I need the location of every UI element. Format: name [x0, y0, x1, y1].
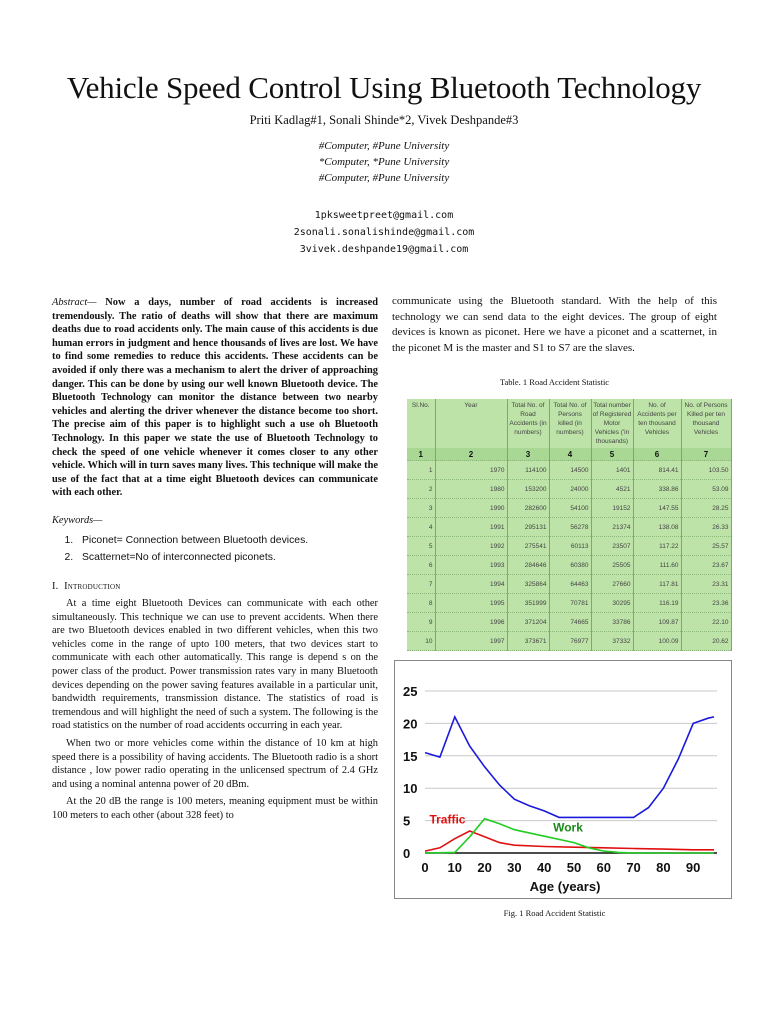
abstract [52, 296, 378, 500]
table-cell: 76977 [549, 632, 591, 651]
age-chart [394, 660, 732, 899]
table-header-cell: Year [435, 399, 507, 448]
table-cell: 33786 [591, 613, 633, 632]
table-cell: 21374 [591, 518, 633, 537]
table-cell: 14500 [549, 461, 591, 480]
table-cell: 4 [407, 518, 435, 537]
y-tick-label: 5 [403, 813, 411, 829]
table-cell: 25.57 [681, 537, 731, 556]
table-header-cell: Sl.No. [407, 399, 435, 448]
abstract-text: Now a days, number of road accidents is increased tremendously. The ratio of deaths will show that there are maximum deaths due to road accidents only. The main cause of this accidents is due human errors in judgment and hence thousands of lives are lost. We have to find some remedies to reduce this accidents. These accidents can be avoided if only there was a mechanism to alert the driver of approaching danger. This can be done by using our well known Bluetooth device. The Bluetooth Technology can monitor the distance between two nearby vehicles and alerting the driver whenever the distance become too short. The precise aim of this paper is to highlight such a use oh Bluetooth Technology. In this paper we state the use of Bluetooth Technology to check the speed of one vehicle whenever it comes closer to any other vehicle. Which will in turn saves many lives. This technique will make the use of the fact that at a time eight Bluetooth devices can communicate with each other. [52, 297, 378, 499]
x-tick-label: 70 [626, 860, 641, 875]
table-cell: 117.22 [633, 537, 681, 556]
emails [0, 207, 768, 258]
intro-paragraph: At a time eight Bluetooth Devices can communicate with each other simultaneously. This technique we can use to prevent accidents. When there are two Bluetooth devices enabled in two different vehicles, when this two vehicles come in the range of upto 100 meters, that two devices start to communicate with each other automatically. This range is depend s on the power class of the product. Power transmission rates vary in many Bluetooth devices depending on the power saving features available in a particular unit, bandwidth requirements, transmission distance. The statistics of road is tremendous and will highlight the need of such a system. The following is the road statistics on the number of road accidents occurring in each year. [52, 598, 378, 732]
x-tick-label: 40 [536, 860, 552, 875]
keywords-list [52, 532, 378, 566]
x-tick-label: 80 [656, 860, 671, 875]
table-cell: 295131 [507, 518, 549, 537]
y-tick-label: 20 [403, 716, 418, 732]
table-body [407, 461, 731, 651]
affiliation-3: #Computer, #Pune University [318, 172, 450, 184]
table-cell: 23.67 [681, 556, 731, 575]
x-axis-label: Age (years) [529, 879, 601, 894]
table-cell: 1992 [435, 537, 507, 556]
table-cell: 351999 [507, 594, 549, 613]
table-cell: 114100 [507, 461, 549, 480]
table-cell: 1970 [435, 461, 507, 480]
paper-title: Vehicle Speed Control Using Bluetooth Technology [66, 70, 702, 105]
table-cell: 138.08 [633, 518, 681, 537]
table-cell: 27660 [591, 575, 633, 594]
abstract-label: Abstract— [52, 297, 97, 308]
table-cell: 103.50 [681, 461, 731, 480]
intro-paragraph: At the 20 dB the range is 100 meters, meaning equipment must be within 100 meters to each other (about 328 feet) to [52, 796, 378, 821]
section-heading [52, 580, 378, 594]
table-cell: 147.55 [633, 499, 681, 518]
table-col-number: 1 [407, 448, 435, 461]
table-cell: 1 [407, 461, 435, 480]
affiliation-2: *Computer, *Pune University [318, 156, 450, 168]
table-cell: 37332 [591, 632, 633, 651]
chart-svg [395, 661, 731, 898]
table-cell: 26.33 [681, 518, 731, 537]
table-cell: 325864 [507, 575, 549, 594]
email-2[interactable]: 2sonali.sonalishinde@gmail.com [293, 227, 475, 238]
table-cell: 373671 [507, 632, 549, 651]
table-cell: 109.87 [633, 613, 681, 632]
table-cell: 28.25 [681, 499, 731, 518]
table-cell: 9 [407, 613, 435, 632]
table-row [407, 499, 731, 518]
table-cell: 22.10 [681, 613, 731, 632]
table-header-cell: No. of Accidents per ten thousand Vehicles [633, 399, 681, 448]
table-cell: 60113 [549, 537, 591, 556]
table-cell: 153200 [507, 480, 549, 499]
series-line-total [425, 717, 714, 818]
left-column [52, 296, 378, 823]
table-cell: 23507 [591, 537, 633, 556]
table-cell: 7 [407, 575, 435, 594]
table-col-number: 4 [549, 448, 591, 461]
x-tick-label: 90 [685, 860, 701, 875]
table-header-cell: Total No. of Road Accidents (in numbers) [507, 399, 549, 448]
table-cell: 275541 [507, 537, 549, 556]
table-cell: 24000 [549, 480, 591, 499]
table-cell: 111.60 [633, 556, 681, 575]
table-cell: 70781 [549, 594, 591, 613]
table-cell: 23.36 [681, 594, 731, 613]
table-cell: 5 [407, 537, 435, 556]
table-cell: 814.41 [633, 461, 681, 480]
table-row [407, 594, 731, 613]
table-cell: 371204 [507, 613, 549, 632]
y-tick-label: 10 [403, 781, 418, 797]
keyword-item: 2. Scatternet=No of interconnected piconets. [76, 549, 378, 566]
table-cell: 284646 [507, 556, 549, 575]
table-cell: 10 [407, 632, 435, 651]
table-row [407, 613, 731, 632]
table-cell: 25505 [591, 556, 633, 575]
y-tick-label: 15 [403, 748, 418, 764]
table-row [407, 575, 731, 594]
table-cell: 1980 [435, 480, 507, 499]
table-cell: 1991 [435, 518, 507, 537]
section-title: Introduction [64, 580, 121, 592]
series-label-traffic: Traffic [429, 812, 466, 827]
table-cell: 116.19 [633, 594, 681, 613]
right-paragraph: communicate using the Bluetooth standard. With the help of this technology we can send data to the eight devices. The group of eight devices is known as piconet. Here we have a piconet and a scatternet, in the piconet M is the master and S1 to S7 are the slaves. [392, 295, 717, 354]
table-cell: 8 [407, 594, 435, 613]
email-3[interactable]: 3vivek.deshpande19@gmail.com [299, 244, 469, 255]
table-cell: 1997 [435, 632, 507, 651]
table-cell: 282600 [507, 499, 549, 518]
table-row [407, 537, 731, 556]
table-cell: 100.09 [633, 632, 681, 651]
email-1[interactable]: 1pksweetpreet@gmail.com [314, 210, 454, 221]
table-cell: 1996 [435, 613, 507, 632]
x-tick-label: 60 [596, 860, 612, 875]
x-tick-label: 30 [507, 860, 522, 875]
table-cell: 1990 [435, 499, 507, 518]
table-col-number: 5 [591, 448, 633, 461]
section-number: I. [52, 580, 59, 592]
table-col-number: 2 [435, 448, 507, 461]
table-caption: Table. 1 Road Accident Statistic [499, 377, 610, 387]
figure-caption: Fig. 1 Road Accident Statistic [503, 908, 606, 918]
table-col-number: 3 [507, 448, 549, 461]
table-row [407, 480, 731, 499]
affiliation-1: #Computer, #Pune University [318, 140, 450, 152]
table-cell: 19152 [591, 499, 633, 518]
series-label-work: Work [553, 820, 583, 835]
intro-paragraph: When two or more vehicles come within the distance of 10 km at high speed there is a possibility of having accidents. The Bluetooth radio is a short distance , low power radio operating in the unlicensed spectrum of 2.4 GHz and using a nominal antenna power of 20 dBm. [52, 738, 378, 790]
y-tick-label: 25 [403, 684, 418, 699]
table-header-cell: No. of Persons Killed per ten thousand Vehicles [681, 399, 731, 448]
table-cell: 1993 [435, 556, 507, 575]
table-cell: 2 [407, 480, 435, 499]
keyword-item: 1. Piconet= Connection between Bluetooth devices. [76, 532, 378, 549]
x-tick-label: 10 [447, 860, 463, 875]
table-cell: 74665 [549, 613, 591, 632]
table-cell: 56278 [549, 518, 591, 537]
table-cell: 117.81 [633, 575, 681, 594]
affiliations [0, 138, 768, 186]
table-col-number: 6 [633, 448, 681, 461]
table-cell: 20.62 [681, 632, 731, 651]
table-cell: 60380 [549, 556, 591, 575]
y-tick-label: 0 [403, 846, 411, 861]
table-cell: 1995 [435, 594, 507, 613]
accident-table [407, 399, 732, 651]
table-cell: 1401 [591, 461, 633, 480]
x-tick-label: 20 [477, 860, 492, 875]
x-tick-label: 0 [421, 860, 429, 875]
authors: Priti Kadlag#1, Sonali Shinde*2, Vivek Deshpande#3 [249, 113, 519, 127]
table-header-cell: Total No. of Persons killed (in numbers) [549, 399, 591, 448]
table-cell: 6 [407, 556, 435, 575]
table-col-number: 7 [681, 448, 731, 461]
table-row [407, 556, 731, 575]
table-cell: 64463 [549, 575, 591, 594]
table-row [407, 461, 731, 480]
table-row [407, 518, 731, 537]
table-cell: 338.86 [633, 480, 681, 499]
table-cell: 54100 [549, 499, 591, 518]
table-cell: 4521 [591, 480, 633, 499]
table-row [407, 632, 731, 651]
x-tick-label: 50 [566, 860, 582, 875]
table-cell: 30295 [591, 594, 633, 613]
keywords-label: Keywords— [52, 514, 103, 526]
table-cell: 3 [407, 499, 435, 518]
table-cell: 23.31 [681, 575, 731, 594]
table-cell: 53.09 [681, 480, 731, 499]
table-cell: 1994 [435, 575, 507, 594]
table-header-cell: Total number of Registered Motor Vehicles ('in thousands) [591, 399, 633, 448]
